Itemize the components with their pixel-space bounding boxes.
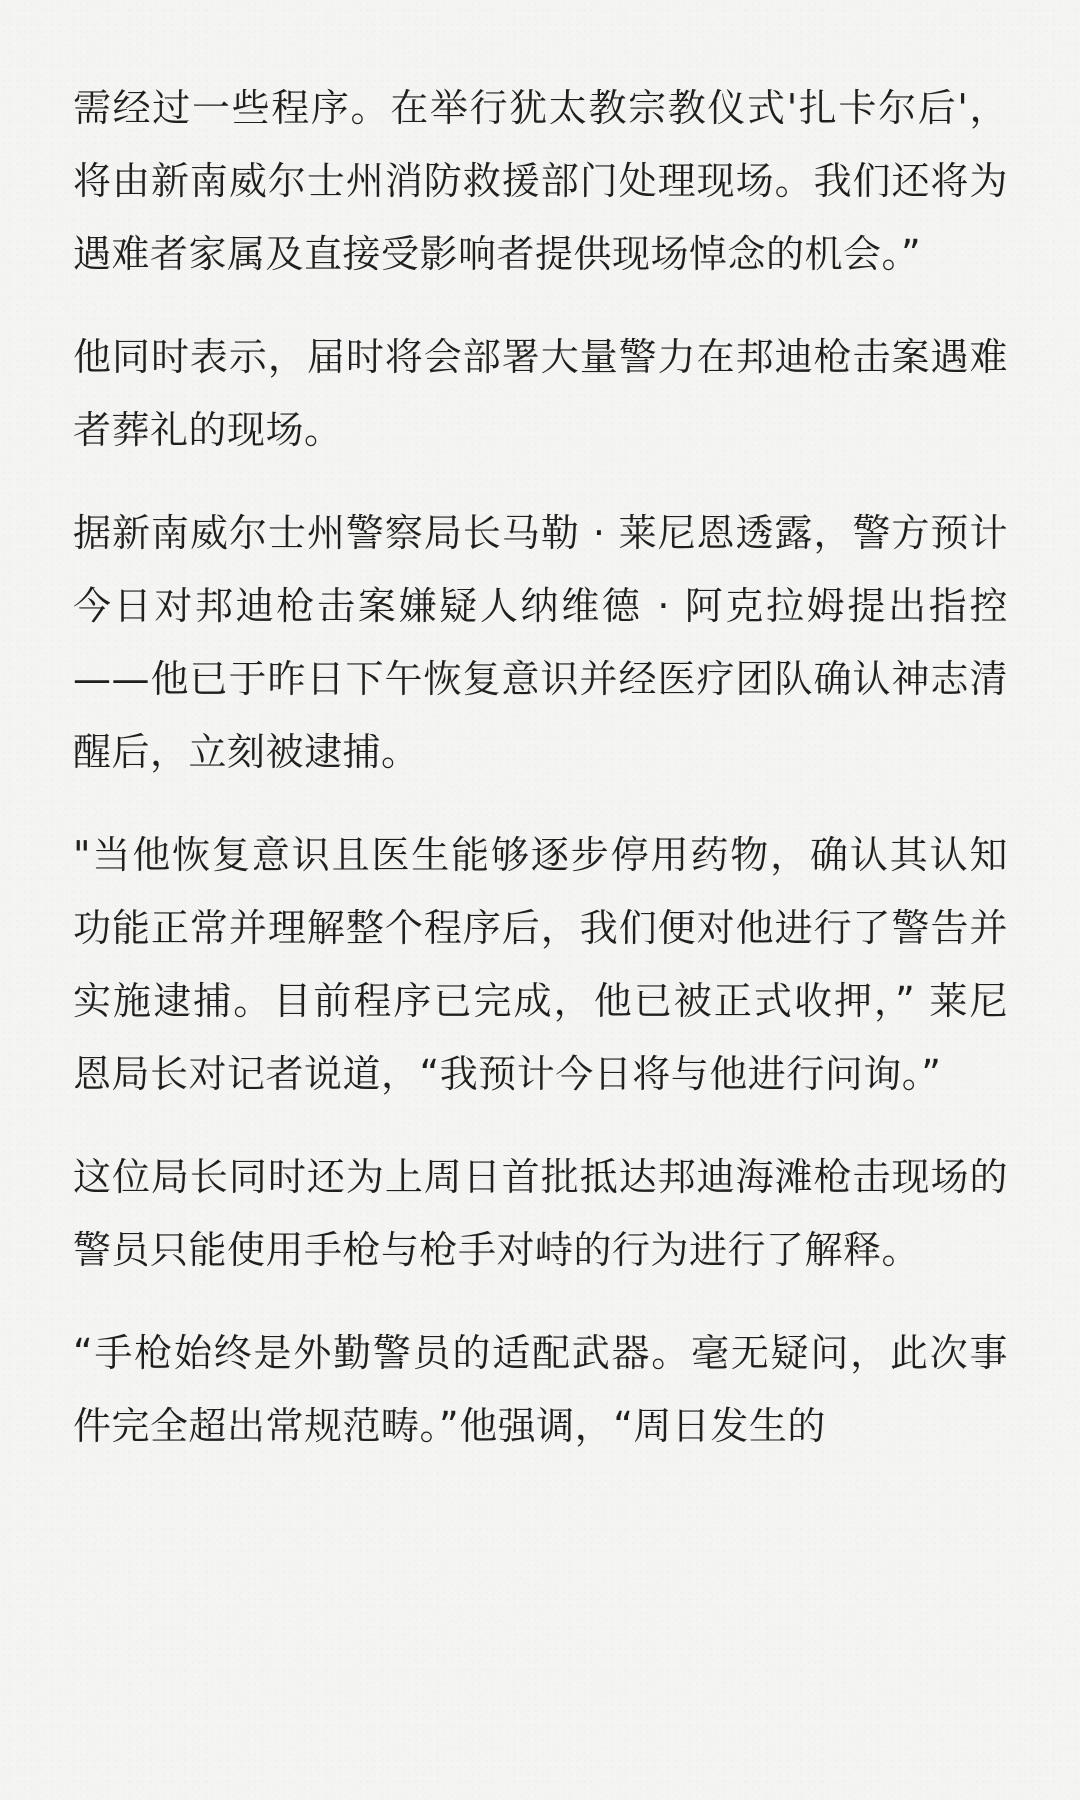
paragraph-3: 据新南威尔士州警察局长马勒 · 莱尼恩透露，警方预计今日对邦迪枪击案嫌疑人纳维德 · 阿克拉姆提出指控——他已于昨日下午恢复意识并经医疗团队确认神志清醒后，立刻被逮捕。 [73, 511, 1008, 774]
paragraph-5: 这位局长同时还为上周日首批抵达邦迪海滩枪击现场的警员只能使用手枪与枪手对峙的行为进行了解释。 [73, 1155, 1008, 1272]
paragraph-4: "当他恢复意识且医生能够逐步停用药物，确认其认知功能正常并理解整个程序后，我们便对他进行了警告并实施逮捕。目前程序已完成，他已被正式收押，” 莱尼恩局长对记者说道，“我预计今日将与他进行问询。” [73, 833, 1008, 1096]
paragraph-6: “手枪始终是外勤警员的适配武器。毫无疑问，此次事件完全超出常规范畴。”他强调，“周日发生的 [73, 1331, 1008, 1448]
article-body [73, 72, 1008, 1493]
paragraph-2: 他同时表示，届时将会部署大量警力在邦迪枪击案遇难者葬礼的现场。 [73, 335, 1008, 452]
paragraph-1: 需经过一些程序。在举行犹太教宗教仪式'扎卡尔后'，将由新南威尔士州消防救援部门处理现场。我们还将为遇难者家属及直接受影响者提供现场悼念的机会。” [73, 86, 1008, 276]
